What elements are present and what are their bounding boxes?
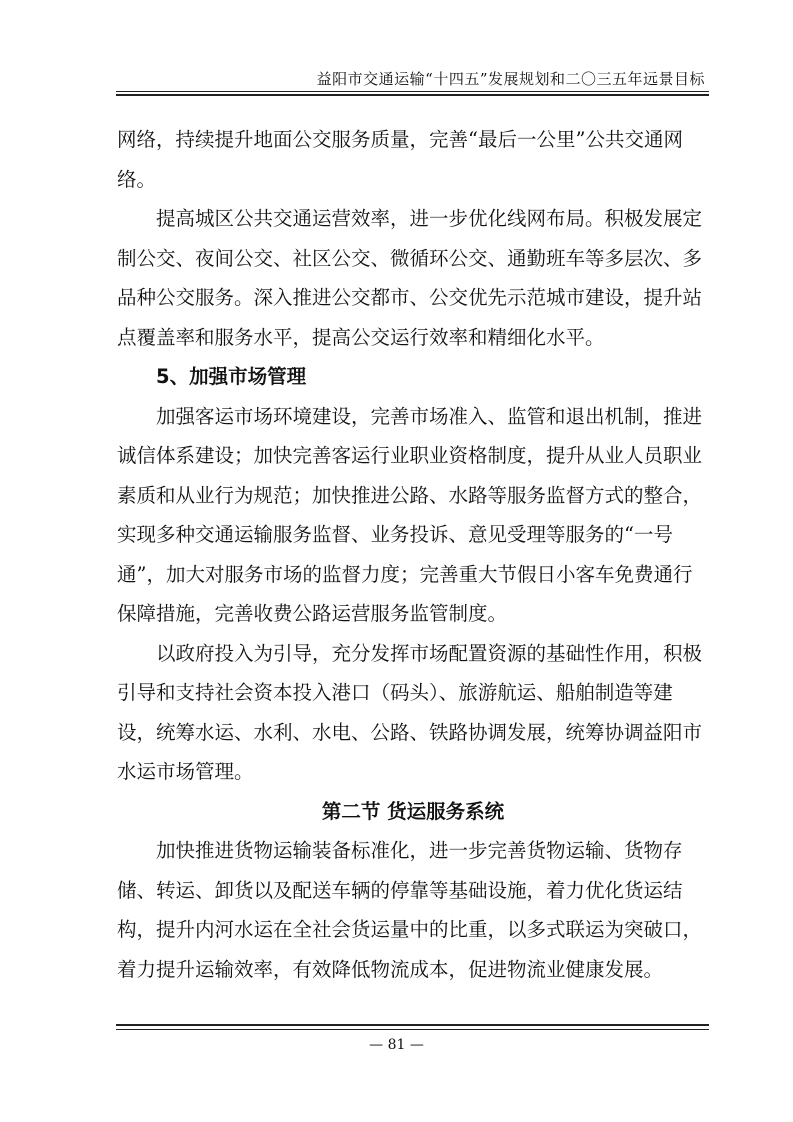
- paragraph-government-investment: 以政府投入为引导，充分发挥市场配置资源的基础性作用，积极引导和支持社会资本投入港口（码头）、旅游航运、船舶制造等建设，统筹水运、水利、水电、公路、铁路协调发展，统筹协调益阳市水运市场管理。: [117, 641, 703, 783]
- footer-rule-thin: [116, 1029, 709, 1030]
- section-heading-freight-service: 第二节 货运服务系统: [321, 799, 505, 823]
- header-rule-thick: [116, 94, 709, 96]
- paragraph-public-transit-efficiency: 提高城区公共交通运营效率，进一步优化线网布局。积极发展定制公交、夜间公交、社区公交、微循环公交、通勤班车等多层次、多品种公交服务。深入推进公交都市、公交优先示范城市建设，提升站点覆盖率和服务水平，提高公交运行效率和精细化水平。: [117, 207, 703, 349]
- paragraph-passenger-market: 加强客运市场环境建设，完善市场准入、监管和退出机制，推进诚信体系建设；加快完善客运行业职业资格制度，提升从业人员职业素质和从业行为规范；加快推进公路、水路等服务监督方式的整合，实现多种交通运输服务监督、业务投诉、意见受理等服务的“一号通”，加大对服务市场的监督力度；完善重大节假日小客车免费通行保障措施，完善收费公路运营服务监管制度。: [117, 404, 703, 625]
- paragraph-freight-standardization: 加快推进货物运输装备标准化，进一步完善货物运输、货物存储、转运、卸货以及配送车辆的停靠等基础设施，着力优化货运结构，提升内河水运在全社会货运量中的比重，以多式联运为突破口，着力提升运输效率，有效降低物流成本，促进物流业健康发展。: [117, 839, 703, 981]
- page-number: — 81 —: [369, 1037, 424, 1053]
- header-rule-thin: [116, 91, 709, 92]
- document-body: [117, 120, 709, 989]
- paragraph-continued: 网络，持续提升地面公交服务质量，完善“最后一公里”公共交通网络。: [117, 128, 683, 191]
- footer-rule-thick: [116, 1024, 709, 1026]
- running-header-title: 益阳市交通运输“十四五”发展规划和二〇三五年远景目标: [316, 70, 705, 88]
- subheading-market-management: 5、加强市场管理: [156, 365, 307, 388]
